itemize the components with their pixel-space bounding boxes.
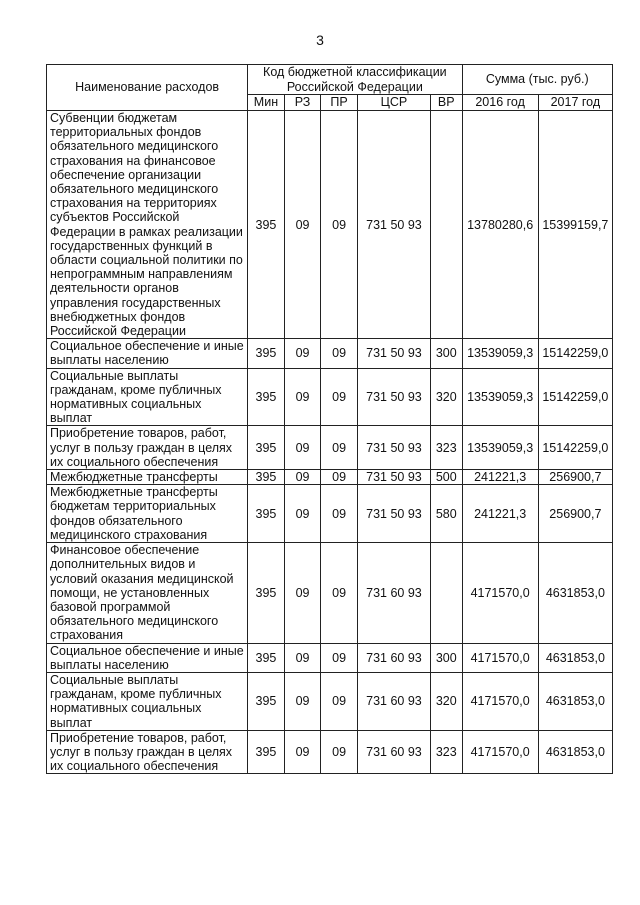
row-min: 395 [248, 470, 285, 485]
table-row [47, 470, 613, 485]
row-pr: 09 [321, 368, 358, 426]
row-name: Межбюджетные трансферты [47, 470, 248, 485]
row-rz: 09 [284, 111, 321, 339]
row-csr: 731 60 93 [357, 672, 430, 730]
row-name: Социальное обеспечение и иные выплаты населению [47, 643, 248, 672]
row-pr: 09 [321, 470, 358, 485]
header-rz: РЗ [284, 95, 321, 111]
row-csr: 731 50 93 [357, 426, 430, 470]
table-row [47, 339, 613, 368]
row-name: Приобретение товаров, работ, услуг в пользу граждан в целях их социального обеспечения [47, 730, 248, 774]
row-min: 395 [248, 339, 285, 368]
row-2016: 241221,3 [462, 470, 538, 485]
row-2016: 4171570,0 [462, 672, 538, 730]
table-row [47, 485, 613, 543]
row-csr: 731 50 93 [357, 485, 430, 543]
row-vr: 300 [431, 339, 463, 368]
row-2016: 241221,3 [462, 485, 538, 543]
row-pr: 09 [321, 543, 358, 643]
row-pr: 09 [321, 111, 358, 339]
row-min: 395 [248, 111, 285, 339]
row-2017: 4631853,0 [538, 543, 612, 643]
row-2016: 4171570,0 [462, 543, 538, 643]
row-pr: 09 [321, 730, 358, 774]
row-rz: 09 [284, 672, 321, 730]
table-row [47, 672, 613, 730]
header-2016: 2016 год [462, 95, 538, 111]
row-pr: 09 [321, 485, 358, 543]
row-rz: 09 [284, 730, 321, 774]
row-min: 395 [248, 543, 285, 643]
row-name: Приобретение товаров, работ, услуг в пользу граждан в целях их социального обеспечения [47, 426, 248, 470]
header-csr: ЦСР [357, 95, 430, 111]
row-rz: 09 [284, 339, 321, 368]
table-row [47, 730, 613, 774]
row-2017: 15142259,0 [538, 339, 612, 368]
row-2017: 4631853,0 [538, 672, 612, 730]
header-name: Наименование расходов [47, 65, 248, 111]
row-csr: 731 60 93 [357, 730, 430, 774]
row-csr: 731 50 93 [357, 368, 430, 426]
row-2016: 4171570,0 [462, 643, 538, 672]
row-rz: 09 [284, 485, 321, 543]
row-vr [431, 111, 463, 339]
row-vr: 500 [431, 470, 463, 485]
row-2017: 15142259,0 [538, 368, 612, 426]
row-rz: 09 [284, 426, 321, 470]
header-row-top [47, 65, 613, 95]
header-min: Мин [248, 95, 285, 111]
row-vr: 320 [431, 368, 463, 426]
row-rz: 09 [284, 470, 321, 485]
table-body [47, 111, 613, 774]
budget-table [46, 64, 613, 774]
table-row [47, 111, 613, 339]
row-name: Социальное обеспечение и иные выплаты населению [47, 339, 248, 368]
row-vr: 323 [431, 730, 463, 774]
row-csr: 731 50 93 [357, 470, 430, 485]
row-2017: 15142259,0 [538, 426, 612, 470]
table-row [47, 368, 613, 426]
header-vr: ВР [431, 95, 463, 111]
table-row [47, 426, 613, 470]
row-pr: 09 [321, 643, 358, 672]
row-vr: 300 [431, 643, 463, 672]
row-min: 395 [248, 643, 285, 672]
row-min: 395 [248, 485, 285, 543]
row-csr: 731 50 93 [357, 111, 430, 339]
row-2016: 4171570,0 [462, 730, 538, 774]
header-pr: ПР [321, 95, 358, 111]
row-name: Социальные выплаты гражданам, кроме публичных нормативных социальных выплат [47, 368, 248, 426]
row-2017: 256900,7 [538, 485, 612, 543]
row-csr: 731 50 93 [357, 339, 430, 368]
page-number: 3 [316, 32, 324, 48]
table-row [47, 643, 613, 672]
row-2016: 13539059,3 [462, 426, 538, 470]
row-rz: 09 [284, 368, 321, 426]
row-min: 395 [248, 672, 285, 730]
row-vr [431, 543, 463, 643]
row-csr: 731 60 93 [357, 543, 430, 643]
row-pr: 09 [321, 426, 358, 470]
table-row [47, 543, 613, 643]
row-2017: 4631853,0 [538, 643, 612, 672]
row-2016: 13539059,3 [462, 339, 538, 368]
row-name: Субвенции бюджетам территориальных фондов обязательного медицинского страхования на финансовое обеспечение организации обязательного медицинского страхования на территориях субъектов Российской Федерации в рамках реализации государственных функций в области социальной политики по непрограммным направлениям деятельности органов управления государственных внебюджетных фондов Российской Федерации [47, 111, 248, 339]
header-code-group: Код бюджетной классификации Российской Федерации [248, 65, 462, 95]
row-vr: 323 [431, 426, 463, 470]
header-sum-group: Сумма (тыс. руб.) [462, 65, 612, 95]
row-min: 395 [248, 426, 285, 470]
row-name: Финансовое обеспечение дополнительных видов и условий оказания медицинской помощи, не установленных базовой программой обязательного медицинского страхования [47, 543, 248, 643]
row-2017: 256900,7 [538, 470, 612, 485]
row-rz: 09 [284, 543, 321, 643]
row-pr: 09 [321, 339, 358, 368]
row-name: Социальные выплаты гражданам, кроме публичных нормативных социальных выплат [47, 672, 248, 730]
row-min: 395 [248, 368, 285, 426]
row-2017: 4631853,0 [538, 730, 612, 774]
row-min: 395 [248, 730, 285, 774]
row-vr: 320 [431, 672, 463, 730]
header-2017: 2017 год [538, 95, 612, 111]
row-csr: 731 60 93 [357, 643, 430, 672]
row-vr: 580 [431, 485, 463, 543]
row-2017: 15399159,7 [538, 111, 612, 339]
row-name: Межбюджетные трансферты бюджетам территориальных фондов обязательного медицинского страхования [47, 485, 248, 543]
row-2016: 13780280,6 [462, 111, 538, 339]
row-2016: 13539059,3 [462, 368, 538, 426]
row-pr: 09 [321, 672, 358, 730]
row-rz: 09 [284, 643, 321, 672]
